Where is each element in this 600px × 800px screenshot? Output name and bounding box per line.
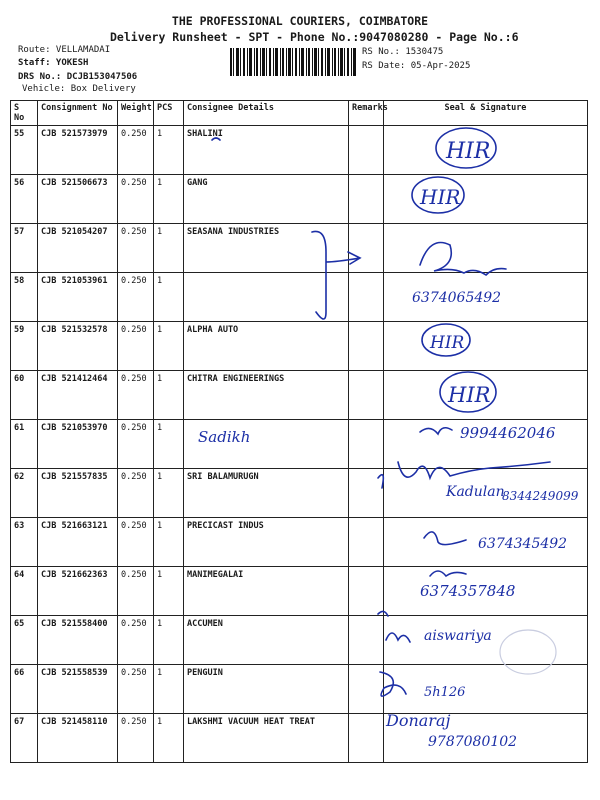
consignee-cell: PENGUIN	[184, 665, 349, 714]
consignee-cell: SRI BALAMURUGN	[184, 469, 349, 518]
signature-cell	[384, 322, 588, 371]
col-sno: S No	[11, 101, 38, 126]
consignee-cell	[184, 273, 349, 322]
signature-cell	[384, 420, 588, 469]
remarks-cell	[349, 273, 384, 322]
weight-cell: 0.250	[118, 175, 154, 224]
pcs-cell: 1	[154, 175, 184, 224]
table-row	[11, 567, 588, 616]
consignment-cell: CJB 521053961	[38, 273, 118, 322]
consignee-cell: PRECICAST INDUS	[184, 518, 349, 567]
sno-cell: 61	[11, 420, 38, 469]
weight-cell: 0.250	[118, 224, 154, 273]
table-row	[11, 371, 588, 420]
table-header-row	[11, 101, 588, 126]
weight-cell: 0.250	[118, 616, 154, 665]
table-row	[11, 714, 588, 763]
consignment-cell: CJB 521506673	[38, 175, 118, 224]
runsheet-subtitle: Delivery Runsheet - SPT - Phone No.:9047080280 - Page No.:6	[110, 30, 519, 44]
consignee-handwritten-61: Sadikh	[198, 428, 251, 446]
pcs-cell: 1	[154, 616, 184, 665]
col-remarks: Remarks	[349, 101, 384, 126]
pcs-cell: 1	[154, 126, 184, 175]
weight-cell: 0.250	[118, 665, 154, 714]
consignee-cell: SEASANA INDUSTRIES	[184, 224, 349, 273]
rs-number: RS No.: 1530475	[362, 47, 444, 57]
consignee-cell: LAKSHMI VACUUM HEAT TREAT	[184, 714, 349, 763]
col-consignment: Consignment No	[38, 101, 118, 126]
remarks-cell	[349, 371, 384, 420]
staff-label: Staff: YOKESH	[18, 58, 89, 68]
weight-cell: 0.250	[118, 567, 154, 616]
svg-text:HIR: HIR	[430, 333, 465, 353]
weight-cell: 0.250	[118, 518, 154, 567]
col-pcs: PCS	[154, 101, 184, 126]
sno-cell: 55	[11, 126, 38, 175]
phone-62: 8344249099	[502, 489, 579, 503]
table-row	[11, 224, 588, 273]
consignee-cell: ALPHA AUTO	[184, 322, 349, 371]
runsheet-table	[10, 100, 588, 763]
remarks-cell	[349, 665, 384, 714]
consignee-cell: SHALINI	[184, 126, 349, 175]
sno-cell: 62	[11, 469, 38, 518]
remarks-cell	[349, 469, 384, 518]
consignment-cell: CJB 521558400	[38, 616, 118, 665]
table-row	[11, 469, 588, 518]
remarks-cell	[349, 518, 384, 567]
phone-64: 6374357848	[420, 582, 516, 600]
remarks-cell	[349, 175, 384, 224]
sno-cell: 59	[11, 322, 38, 371]
sno-cell: 66	[11, 665, 38, 714]
barcode	[230, 48, 356, 76]
table-row	[11, 616, 588, 665]
table-row	[11, 665, 588, 714]
weight-cell: 0.250	[118, 420, 154, 469]
weight-cell: 0.250	[118, 126, 154, 175]
remarks-cell	[349, 126, 384, 175]
signature-cell	[384, 371, 588, 420]
vehicle-label: Vehicle: Box Delivery	[22, 84, 136, 94]
signature-cell	[384, 126, 588, 175]
sno-cell: 67	[11, 714, 38, 763]
sig-66: 5h126	[424, 685, 466, 700]
rs-date: RS Date: 05-Apr-2025	[362, 61, 471, 71]
weight-cell: 0.250	[118, 273, 154, 322]
consignment-cell: CJB 521458110	[38, 714, 118, 763]
name-62: Kadulan	[446, 484, 505, 500]
sno-cell: 58	[11, 273, 38, 322]
remarks-cell	[349, 567, 384, 616]
signature-cell	[384, 224, 588, 273]
remarks-cell	[349, 616, 384, 665]
remarks-cell	[349, 420, 384, 469]
pcs-cell: 1	[154, 518, 184, 567]
pcs-cell: 1	[154, 420, 184, 469]
table-row	[11, 420, 588, 469]
consignment-cell: CJB 521532578	[38, 322, 118, 371]
col-consignee: Consignee Details	[184, 101, 349, 126]
table-row	[11, 322, 588, 371]
phone-58: 6374065492	[412, 290, 502, 306]
signature-cell	[384, 616, 588, 665]
phone-61: 9994462046	[460, 424, 556, 442]
remarks-cell	[349, 322, 384, 371]
pcs-cell: 1	[154, 714, 184, 763]
remarks-cell	[349, 224, 384, 273]
sno-cell: 57	[11, 224, 38, 273]
company-title: THE PROFESSIONAL COURIERS, COIMBATORE	[171, 14, 429, 28]
consignee-cell: MANIMEGALAI	[184, 567, 349, 616]
sno-cell: 60	[11, 371, 38, 420]
signature-cell	[384, 714, 588, 763]
pcs-cell: 1	[154, 371, 184, 420]
svg-text:HIR: HIR	[420, 185, 461, 209]
consignment-cell: CJB 521053970	[38, 420, 118, 469]
consignment-cell: CJB 521557835	[38, 469, 118, 518]
consignee-cell: ACCUMEN	[184, 616, 349, 665]
route-label: Route: VELLAMADAI	[18, 45, 111, 55]
sno-cell: 65	[11, 616, 38, 665]
signature-cell	[384, 567, 588, 616]
name-67: Donaraj	[386, 711, 451, 730]
consignment-cell: CJB 521054207	[38, 224, 118, 273]
consignment-cell: CJB 521662363	[38, 567, 118, 616]
consignee-cell: CHITRA ENGINEERINGS	[184, 371, 349, 420]
sno-cell: 56	[11, 175, 38, 224]
pcs-cell: 1	[154, 224, 184, 273]
signature-cell	[384, 175, 588, 224]
svg-text:HIR: HIR	[446, 139, 491, 164]
signature-cell	[384, 665, 588, 714]
weight-cell: 0.250	[118, 469, 154, 518]
table-row	[11, 175, 588, 224]
phone-63: 6374345492	[478, 536, 568, 552]
consignment-cell: CJB 521573979	[38, 126, 118, 175]
pcs-cell: 1	[154, 469, 184, 518]
sno-cell: 64	[11, 567, 38, 616]
pcs-cell: 1	[154, 322, 184, 371]
signature-cell	[384, 469, 588, 518]
consignee-cell: GANG	[184, 175, 349, 224]
col-weight: Weight	[118, 101, 154, 126]
consignment-cell: CJB 521663121	[38, 518, 118, 567]
phone-67: 9787080102	[428, 734, 518, 750]
consignment-cell: CJB 521412464	[38, 371, 118, 420]
pcs-cell: 1	[154, 665, 184, 714]
signature-cell	[384, 273, 588, 322]
weight-cell: 0.250	[118, 714, 154, 763]
pcs-cell: 1	[154, 273, 184, 322]
weight-cell: 0.250	[118, 322, 154, 371]
sno-cell: 63	[11, 518, 38, 567]
svg-text:HIR: HIR	[448, 383, 491, 407]
table-row	[11, 273, 588, 322]
name-65: aiswariya	[424, 628, 492, 644]
consignment-cell: CJB 521558539	[38, 665, 118, 714]
table-row	[11, 126, 588, 175]
drs-number: DRS No.: DCJB153047506	[18, 72, 138, 82]
remarks-cell	[349, 714, 384, 763]
pcs-cell: 1	[154, 567, 184, 616]
weight-cell: 0.250	[118, 371, 154, 420]
col-signature: Seal & Signature	[384, 101, 588, 126]
table-row	[11, 518, 588, 567]
signature-cell	[384, 518, 588, 567]
consignee-cell	[184, 420, 349, 469]
